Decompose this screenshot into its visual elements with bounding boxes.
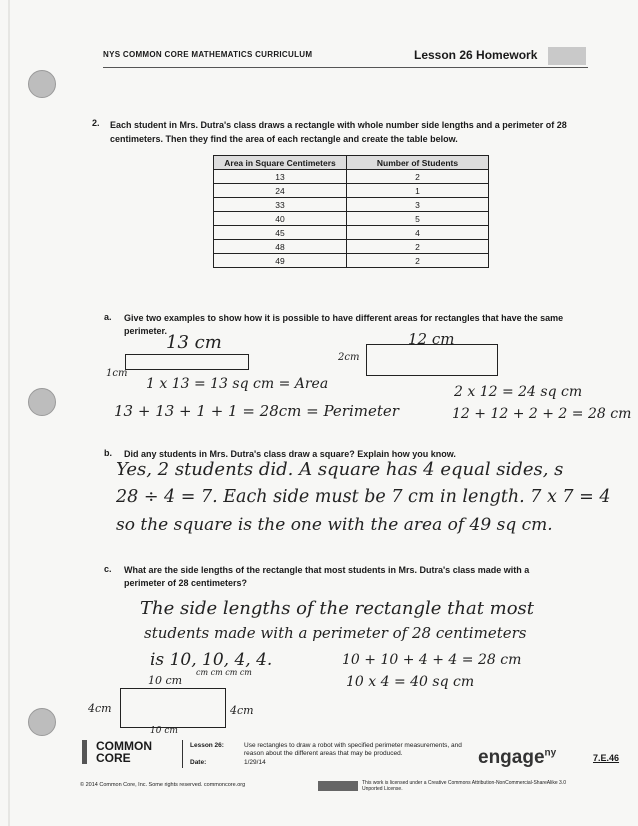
- part-a-text: Give two examples to show how it is possible to have different areas for rectangles that have the same perimeter.: [124, 313, 564, 336]
- table-cell: 1: [347, 184, 489, 198]
- handwritten-answer: 28 ÷ 4 = 7. Each side must be 7 cm in length. 7 x 7 = 4: [116, 487, 611, 507]
- license-text: This work is licensed under a Creative Commons Attribution-NonCommercial-ShareAlike 3.0 Unported License.: [362, 780, 566, 792]
- rectangle-drawing: [120, 688, 226, 728]
- handwritten-area: 1 x 13 = 13 sq cm = Area: [146, 376, 329, 392]
- handwritten-perimeter: 13 + 13 + 1 + 1 = 28cm = Perimeter: [114, 402, 399, 420]
- handwritten-answer: Yes, 2 students did. A square has 4 equal sides, s: [116, 459, 564, 480]
- common-core-logo: [96, 740, 152, 764]
- handwritten-units: cm cm cm cm: [196, 668, 252, 677]
- table-cell: 13: [214, 170, 347, 184]
- table-cell: 5: [347, 212, 489, 226]
- curriculum-header: NYS COMMON CORE MATHEMATICS CURRICULUM: [103, 50, 313, 59]
- question-number: 2.: [92, 118, 100, 128]
- engage-text: engage: [478, 747, 545, 768]
- table-cell: 33: [214, 198, 347, 212]
- handwritten-answer: so the square is the one with the area of 49 sq cm.: [116, 515, 553, 535]
- table-row: [214, 184, 489, 198]
- table-row: [214, 212, 489, 226]
- table-row: [214, 240, 489, 254]
- brand-bar: [82, 740, 87, 764]
- table-cell: 3: [347, 198, 489, 212]
- table-cell: 40: [214, 212, 347, 226]
- brand-line: COMMON: [96, 739, 152, 753]
- handwritten-perimeter: 12 + 12 + 2 + 2 = 28 cm: [452, 406, 632, 422]
- punch-hole: [28, 70, 56, 98]
- question-text: Each student in Mrs. Dutra's class draws a rectangle with whole number side lengths and a perimeter of 28 centimeters. Then they find the area of each rectangle and create the table below.: [110, 120, 567, 144]
- engage-ny-logo: [478, 747, 556, 769]
- part-c-text: What are the side lengths of the rectangle that most students in Mrs. Dutra's class made with a perimeter of 28 centimeters?: [124, 565, 530, 588]
- rectangle-drawing: [125, 354, 249, 370]
- handwritten-answer: students made with a perimeter of 28 centimeters: [144, 624, 527, 642]
- table-header: Area in Square Centimeters: [214, 156, 347, 170]
- page-reference: 7.E.46: [593, 753, 620, 763]
- handwritten-sum: 10 + 10 + 4 + 4 = 28 cm: [342, 652, 522, 668]
- module-tag: [548, 47, 586, 65]
- engage-sup: ny: [544, 747, 557, 759]
- table-cell: 49: [214, 254, 347, 268]
- handwritten-length: 10 cm: [150, 726, 178, 736]
- lesson-title: Lesson 26 Homework: [414, 48, 538, 62]
- rectangle-drawing: [366, 344, 498, 376]
- handwritten-area: 2 x 12 = 24 sq cm: [454, 384, 583, 400]
- copyright: © 2014 Common Core, Inc. Some rights reserved. commoncore.org: [80, 782, 246, 788]
- part-c-label: c.: [104, 564, 112, 574]
- table-row: [214, 226, 489, 240]
- table-cell: 45: [214, 226, 347, 240]
- handwritten-area: 10 x 4 = 40 sq cm: [346, 674, 475, 690]
- table-header: Number of Students: [347, 156, 489, 170]
- table-row: [214, 170, 489, 184]
- handwritten-width: 1cm: [106, 368, 128, 379]
- punch-hole: [28, 708, 56, 736]
- handwritten-length: 10 cm: [148, 674, 183, 687]
- handwritten-width: 4cm: [88, 702, 112, 715]
- table-cell: 4: [347, 226, 489, 240]
- handwritten-width: 2cm: [338, 352, 360, 363]
- table-cell: 2: [347, 240, 489, 254]
- table-cell: 2: [347, 254, 489, 268]
- brand-line: CORE: [96, 751, 131, 765]
- part-a-label: a.: [104, 312, 112, 322]
- page-edge: [8, 0, 10, 826]
- part-b-label: b.: [104, 448, 112, 458]
- handwritten-length: 12 cm: [408, 330, 455, 348]
- punch-hole: [28, 388, 56, 416]
- lesson-description: Use rectangles to draw a robot with specified perimeter measurements, and reason about the different areas that may be produced.: [244, 742, 462, 757]
- cc-license-badge: [318, 781, 358, 791]
- area-table: [213, 155, 489, 268]
- part-b-text: Did any students in Mrs. Dutra's class draw a square? Explain how you know.: [124, 449, 456, 459]
- lesson-label: Lesson 26:: [190, 742, 224, 749]
- date-label: Date:: [190, 759, 207, 766]
- table-row: [214, 254, 489, 268]
- handwritten-answer: The side lengths of the rectangle that most: [140, 598, 535, 619]
- header-rule: [103, 67, 588, 68]
- handwritten-length: 13 cm: [166, 332, 222, 353]
- date-value: 1/29/14: [244, 759, 266, 766]
- table-row: [214, 198, 489, 212]
- handwritten-width: 4cm: [230, 704, 254, 717]
- handwritten-answer: is 10, 10, 4, 4.: [150, 650, 273, 670]
- footer-divider: [182, 740, 183, 768]
- table-cell: 24: [214, 184, 347, 198]
- table-cell: 2: [347, 170, 489, 184]
- table-cell: 48: [214, 240, 347, 254]
